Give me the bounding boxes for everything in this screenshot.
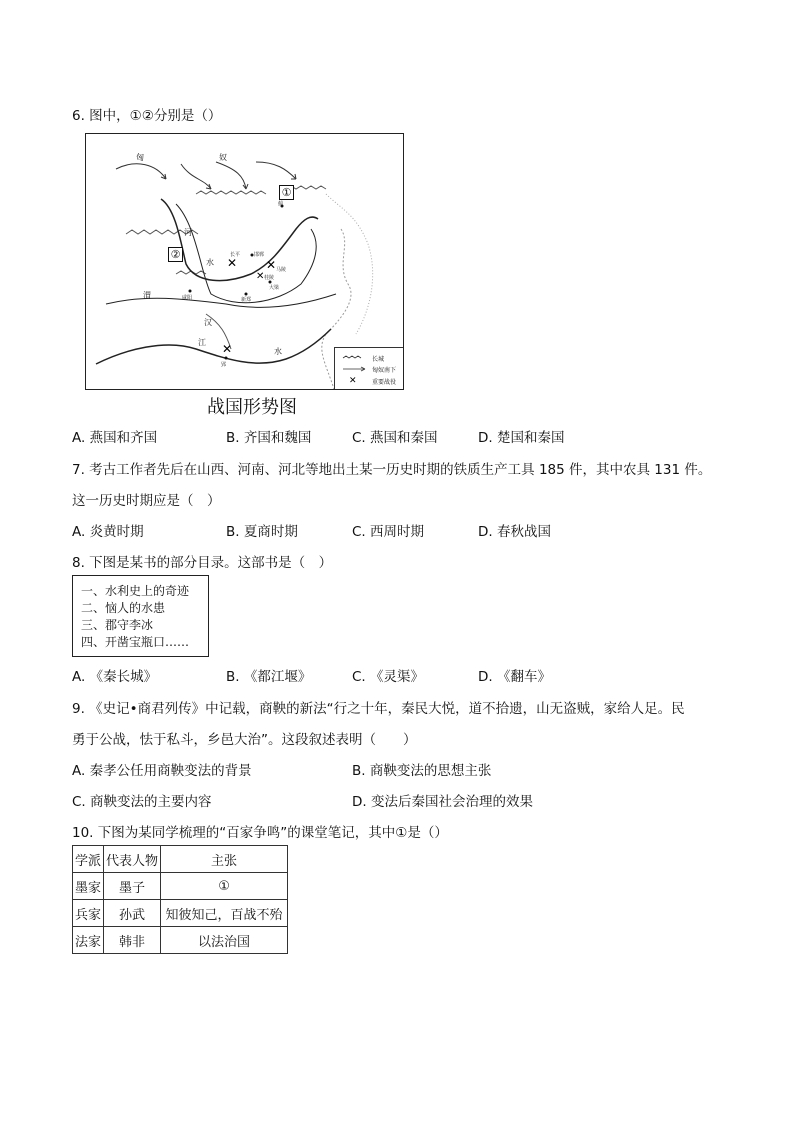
q6-option-d[interactable]: D. 楚国和秦国 xyxy=(478,430,565,446)
cell-claim: 知彼知己，百战不殆 xyxy=(161,900,288,927)
q8-stem: 8. 下图是某书的部分目录。这部书是（ ） xyxy=(72,555,333,571)
svg-text:✕: ✕ xyxy=(227,256,238,270)
cell-school: 法家 xyxy=(73,927,104,954)
city-handan: 邯郸 xyxy=(254,252,265,258)
cell-representative: 墨子 xyxy=(104,873,161,900)
q8-option-a[interactable]: A. 《秦长城》 xyxy=(72,669,158,685)
q9-option-a[interactable]: A. 秦孝公任用商鞅变法的背景 xyxy=(72,763,252,779)
map-text-wei: 渭 xyxy=(143,291,151,300)
cell-representative: 韩非 xyxy=(104,927,161,954)
cell-school: 兵家 xyxy=(73,900,104,927)
table-row xyxy=(73,927,288,954)
map-text-shui: 水 xyxy=(206,258,214,267)
city-maling: 马陵 xyxy=(276,267,287,273)
map-text-he: 河 xyxy=(184,228,192,237)
table-row xyxy=(73,900,288,927)
city-ying: 郢 xyxy=(221,362,227,368)
cell-school: 墨家 xyxy=(73,873,104,900)
city-ji: 蓟 xyxy=(278,201,284,207)
header-claim: 主张 xyxy=(161,846,288,873)
city-guiling: 桂陵 xyxy=(264,275,275,281)
map-label-1: ① xyxy=(279,185,294,200)
q6-option-c[interactable]: C. 燕国和秦国 xyxy=(352,430,438,446)
q7-stem-line2: 这一历史时期应是（ ） xyxy=(72,493,221,509)
cell-claim: 以法治国 xyxy=(161,927,288,954)
legend-xiongnu: 匈奴南下 xyxy=(372,367,397,374)
map-text-shui2: 水 xyxy=(274,347,282,356)
q7-option-c[interactable]: C. 西周时期 xyxy=(352,524,425,540)
q9-stem-line1: 9. 《史记•商君列传》中记载，商鞅的新法“行之十年，秦民大悦，道不拾遗，山无盗贼，家给人足。民 xyxy=(72,701,685,717)
cell-claim: ① xyxy=(161,873,288,900)
city-xianyang: 咸阳 xyxy=(182,295,193,301)
q6-option-b[interactable]: B. 齐国和魏国 xyxy=(226,430,312,446)
q10-stem: 10. 下图为某同学梳理的“百家争鸣”的课堂笔记，其中①是（） xyxy=(72,825,448,841)
city-daliang: 大梁 xyxy=(269,285,280,291)
svg-text:✕: ✕ xyxy=(266,258,277,272)
header-representative: 代表人物 xyxy=(104,846,161,873)
book-toc xyxy=(72,575,209,657)
q8-option-b[interactable]: B. 《都江堰》 xyxy=(226,669,312,685)
legend-great-wall: 长城 xyxy=(372,356,385,363)
table-header-row xyxy=(73,846,288,873)
map-text-nu: 奴 xyxy=(219,153,227,162)
q7-stem-line1: 7. 考古工作者先后在山西、河南、河北等地出土某一历史时期的铁质生产工具 185 件，其中农具 131 件。 xyxy=(72,462,712,478)
city-changping: 长平 xyxy=(230,252,241,258)
q8-option-c[interactable]: C. 《灵渠》 xyxy=(352,669,425,685)
q7-option-b[interactable]: B. 夏商时期 xyxy=(226,524,298,540)
q9-option-d[interactable]: D. 变法后秦国社会治理的效果 xyxy=(352,794,533,810)
q9-option-b[interactable]: B. 商鞅变法的思想主张 xyxy=(352,763,492,779)
map-caption: 战国形势图 xyxy=(207,397,297,418)
legend-battle: 重要战役 xyxy=(372,379,397,386)
q9-option-c[interactable]: C. 商鞅变法的主要内容 xyxy=(72,794,212,810)
q8-option-d[interactable]: D. 《翻车》 xyxy=(478,669,551,685)
q7-option-d[interactable]: D. 春秋战国 xyxy=(478,524,551,540)
q6-option-a[interactable]: A. 燕国和齐国 xyxy=(72,430,158,446)
svg-text:✕: ✕ xyxy=(222,342,233,356)
schools-table xyxy=(72,845,288,954)
map-text-xiong: 匈 xyxy=(136,153,144,162)
toc-item-4: 四、开凿宝瓶口…… xyxy=(81,635,190,649)
svg-text:✕: ✕ xyxy=(349,376,357,386)
header-school: 学派 xyxy=(73,846,104,873)
toc-item-1: 一、水利史上的奇迹 xyxy=(81,584,190,598)
city-xinzheng: 新郑 xyxy=(241,297,252,303)
toc-item-3: 三、郡守李冰 xyxy=(81,618,154,632)
map-text-han: 汉 xyxy=(204,318,212,327)
toc-item-2: 二、恼人的水患 xyxy=(81,601,166,615)
map-label-2: ② xyxy=(168,247,183,262)
map-legend xyxy=(334,347,403,389)
svg-text:✕: ✕ xyxy=(256,271,265,282)
map-text-jiang: 江 xyxy=(198,338,206,347)
cell-representative: 孙武 xyxy=(104,900,161,927)
q9-stem-line2: 勇于公战，怯于私斗，乡邑大治”。这段叙述表明（ ） xyxy=(72,732,417,748)
table-row xyxy=(73,873,288,900)
q6-stem: 6. 图中，①②分别是（） xyxy=(72,108,222,124)
q7-option-a[interactable]: A. 炎黄时期 xyxy=(72,524,144,540)
